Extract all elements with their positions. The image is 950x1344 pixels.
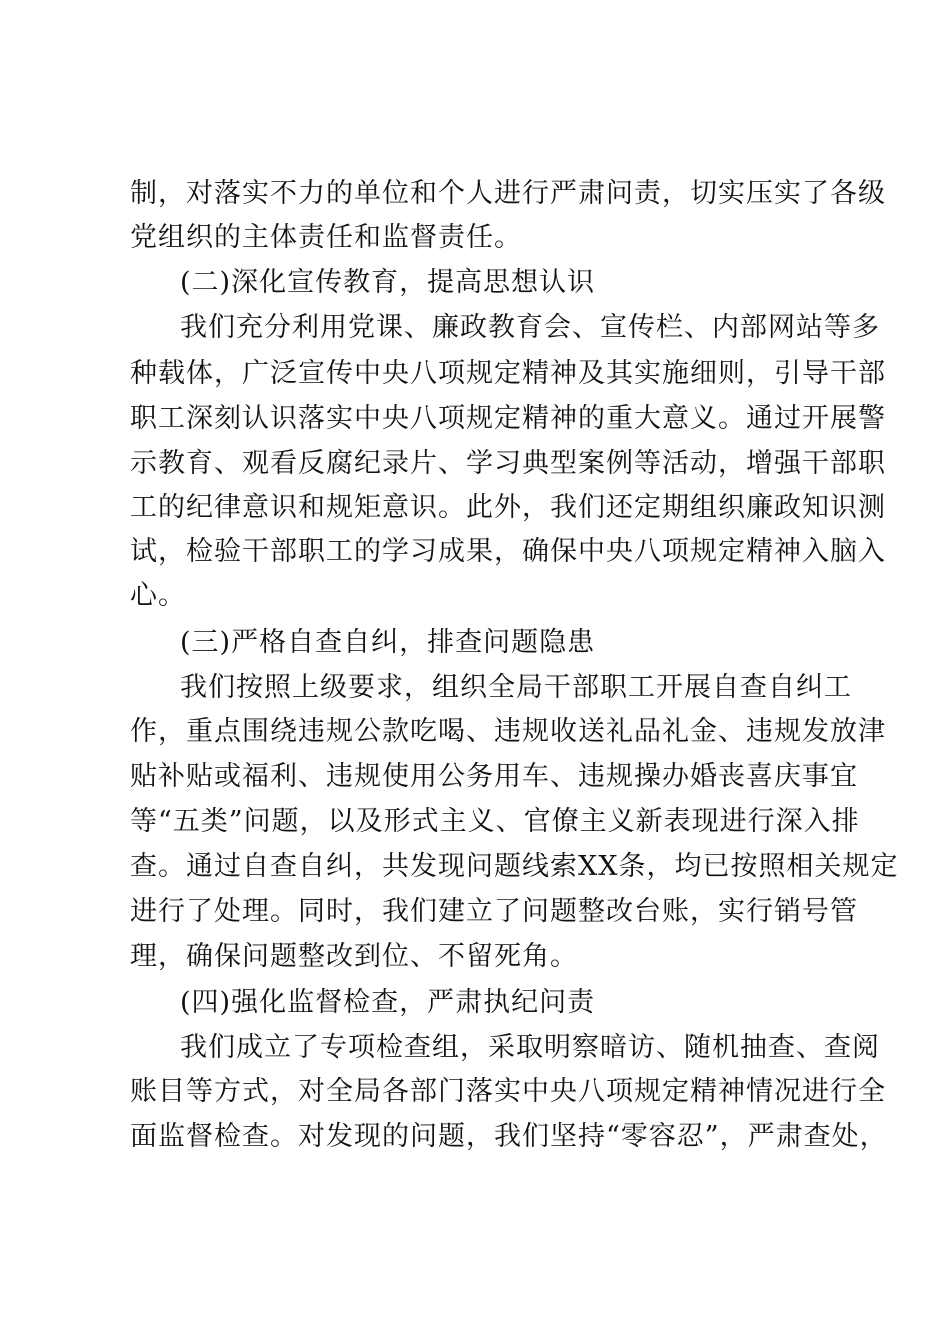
body-text-line: 进行了处理。同时，我们建立了问题整改台账，实行销号管 — [130, 896, 858, 927]
section-heading-2: (二)深化宣传教育，提高思想认识 — [180, 267, 596, 298]
body-text-line: 理，确保问题整改到位、不留死角。 — [130, 941, 578, 972]
body-text-line: 种载体，广泛宣传中央八项规定精神及其实施细则，引导干部 — [130, 358, 886, 389]
body-text-line: 查。通过自查自纠，共发现问题线索XX条，均已按照相关规定 — [130, 851, 899, 882]
body-text-line: 试，检验干部职工的学习成果，确保中央八项规定精神入脑入 — [130, 536, 886, 567]
body-text-line: 制，对落实不力的单位和个人进行严肃问责，切实压实了各级 — [130, 178, 886, 209]
body-text-line: 职工深刻认识落实中央八项规定精神的重大意义。通过开展警 — [130, 403, 886, 434]
body-text-line: 我们成立了专项检查组，采取明察暗访、随机抽查、查阅 — [180, 1032, 880, 1063]
body-text-line: 我们充分利用党课、廉政教育会、宣传栏、内部网站等多 — [180, 312, 880, 343]
body-text-line: 心。 — [130, 580, 186, 611]
section-heading-4: (四)强化监督检查，严肃执纪问责 — [180, 987, 596, 1018]
body-text-line: 工的纪律意识和规矩意识。此外，我们还定期组织廉政知识测 — [130, 492, 886, 523]
body-text-line: 党组织的主体责任和监督责任。 — [130, 222, 522, 253]
body-text-line: 账目等方式，对全局各部门落实中央八项规定精神情况进行全 — [130, 1076, 886, 1107]
body-text-line: 等“五类”问题，以及形式主义、官僚主义新表现进行深入排 — [130, 806, 860, 837]
body-text-line: 作，重点围绕违规公款吃喝、违规收送礼品礼金、违规发放津 — [130, 716, 886, 747]
body-text-line: 面监督检查。对发现的问题，我们坚持“零容忍”，严肃查处， — [130, 1121, 888, 1152]
body-text-line: 示教育、观看反腐纪录片、学习典型案例等活动，增强干部职 — [130, 448, 886, 479]
body-text-line: 贴补贴或福利、违规使用公务用车、违规操办婚丧喜庆事宜 — [130, 761, 858, 792]
section-heading-3: (三)严格自查自纠，排查问题隐患 — [180, 627, 596, 658]
body-text-line: 我们按照上级要求，组织全局干部职工开展自查自纠工 — [180, 672, 852, 703]
